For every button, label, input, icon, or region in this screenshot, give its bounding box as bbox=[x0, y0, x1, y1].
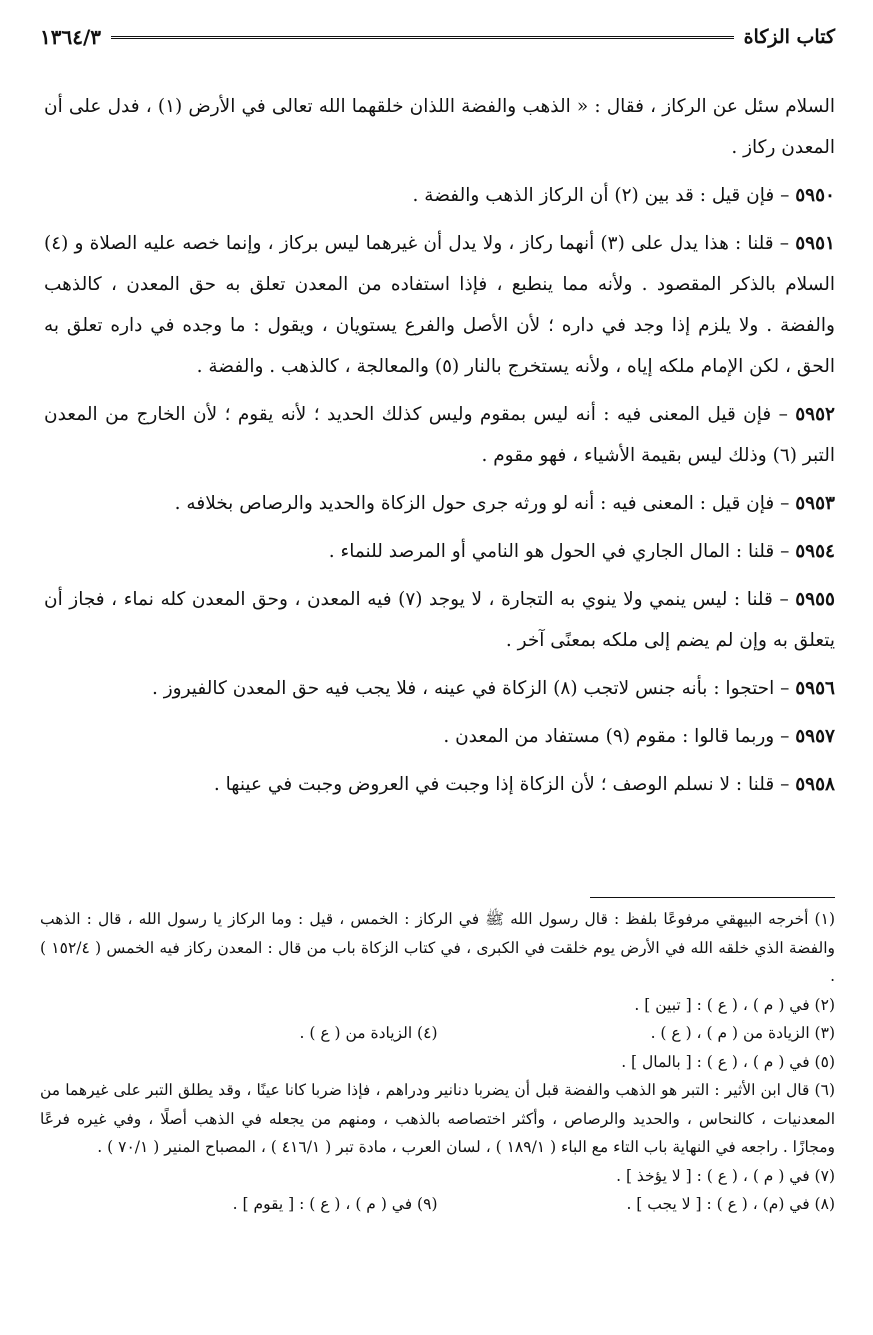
paragraph bbox=[44, 223, 835, 387]
footnotes bbox=[40, 905, 835, 1219]
paragraph bbox=[44, 668, 835, 709]
paragraph-text: – وربما قالوا : مقوم (٩) مستفاد من المعدن . bbox=[443, 726, 796, 747]
footnote-row bbox=[40, 1162, 835, 1191]
footnote-6: (٦) قال ابن الأثير : التبر هو الذهب والفضة قبل أن يضربا دنانير ودراهم ، فإذا ضربا كانا عينًا ، وقد يطلق التبر على غيرهما من المعدنيات ، كالنحاس ، والحديد والرصاص ، وأكثر اختصاصه بالذهب ، ومنهم من يجعله في الذهب أصلًا ، وفي غيره فرعًا ومجازًا . راجعه في النهاية باب التاء مع الباء ( ١٨٩/١ ) ، لسان العرب ، مادة تبر ( ٤١٦/١ ) ، المصباح المنير ( ٧٠/١ ) . bbox=[40, 1081, 835, 1156]
page-number: ١٣٦٤/٣ bbox=[40, 25, 102, 49]
paragraph bbox=[44, 716, 835, 757]
paragraph bbox=[44, 579, 835, 661]
paragraph bbox=[44, 86, 835, 168]
paragraph-text: – فإن قيل المعنى فيه : أنه ليس بمقوم وليس كذلك الحديد ؛ لأنه يقوم ؛ لأن الخارج من المعدن التبر (٦) وذلك ليس بقيمة الأشياء ، فهو مقوم . bbox=[44, 404, 835, 466]
footnote-row bbox=[40, 1190, 835, 1219]
footnote-8: (٨) في (م) ، ( ع ) : [ لا يجب ] . bbox=[626, 1195, 835, 1213]
paragraph-number: ٥٩٥٥ bbox=[795, 589, 835, 610]
main-text bbox=[44, 86, 835, 812]
header-rule bbox=[111, 36, 734, 39]
paragraph-text: – قلنا : ليس ينمي ولا ينوي به التجارة ، لا يوجد (٧) فيه المعدن ، وحق المعدن كله نماء ، فجاز أن يتعلق به وإن لم يضم إلى ملكه بمعنًى آخر . bbox=[44, 589, 835, 651]
paragraph-text: – قلنا : هذا يدل على (٣) أنهما ركاز ، ولا يدل أن غيرهما ليس بركاز ، وإنما خصه عليه الصلاة و (٤) السلام بالذكر المقصود . ولأنه مما ينطبع ، فإذا استفاده من المعدن تعلق به حق المعدن ، كالذهب والفضة . ولا يلزم إذا وجد في داره ؛ لأن الأصل والفرع يستويان ، ويقول : ما وجده في داره تعلق به الحق ، لكن الإمام ملكه إياه ، ولأنه يستخرج بالنار (٥) والمعالجة ، كالذهب . والفضة . bbox=[44, 233, 835, 377]
footnote-9: (٩) في ( م ) ، ( ع ) : [ يقوم ] . bbox=[232, 1195, 438, 1213]
paragraph bbox=[44, 531, 835, 572]
footnote-separator bbox=[590, 897, 835, 898]
paragraph bbox=[44, 394, 835, 476]
paragraph bbox=[44, 175, 835, 216]
paragraph bbox=[44, 764, 835, 805]
footnote-row bbox=[40, 1019, 835, 1048]
paragraph-number: ٥٩٥٦ bbox=[795, 678, 835, 699]
paragraph-number: ٥٩٥١ bbox=[795, 233, 835, 254]
paragraph-text: – فإن قيل : المعنى فيه : أنه لو ورثه جرى حول الزكاة والحديد والرصاص بخلافه . bbox=[174, 493, 796, 514]
paragraph-number: ٥٩٥٢ bbox=[795, 404, 835, 425]
paragraph-number: ٥٩٥٨ bbox=[795, 774, 835, 795]
paragraph-text: – قلنا : المال الجاري في الحول هو النامي أو المرصد للنماء . bbox=[328, 541, 796, 562]
footnote-7: (٧) في ( م ) ، ( ع ) : [ لا يؤخذ ] . bbox=[616, 1166, 835, 1185]
paragraph-number: ٥٩٥٣ bbox=[795, 493, 835, 514]
paragraph-text: السلام سئل عن الركاز ، فقال : « الذهب والفضة اللذان خلقهما الله تعالى في الأرض (١) ، فدل على أن المعدن ركاز . bbox=[44, 96, 836, 158]
footnote-5: (٥) في ( م ) ، ( ع ) : [ بالمال ] . bbox=[621, 1052, 835, 1071]
footnote-2: (٢) في ( م ) ، ( ع ) : [ تبين ] . bbox=[634, 995, 835, 1014]
footnote-1: (١) أخرجه البيهقي مرفوعًا بلفظ : قال رسول الله ﷺ في الركاز : الخمس ، قيل : وما الركاز يا رسول الله ، قال : الذهب والفضة الذي خلقه الله في الأرض يوم خلقت في الكبرى ، في كتاب الزكاة باب من قال : المعدن ركاز فيه الخمس ( ١٥٢/٤ ) . bbox=[40, 910, 835, 985]
paragraph-text: – قلنا : لا نسلم الوصف ؛ لأن الزكاة إذا وجبت في العروض وجبت في عينها . bbox=[213, 774, 796, 795]
paragraph-number: ٥٩٥٠ bbox=[795, 185, 835, 206]
paragraph-text: – فإن قيل : قد بين (٢) أن الركاز الذهب والفضة . bbox=[412, 185, 796, 206]
page-header bbox=[40, 22, 835, 52]
paragraph-number: ٥٩٥٧ bbox=[795, 726, 835, 747]
paragraph-number: ٥٩٥٤ bbox=[795, 541, 835, 562]
footnote-3: (٣) الزيادة من ( م ) ، ( ع ) . bbox=[650, 1024, 835, 1042]
book-title: كتاب الزكاة bbox=[743, 26, 835, 48]
paragraph bbox=[44, 483, 835, 524]
footnote-4: (٤) الزيادة من ( ع ) . bbox=[299, 1024, 438, 1042]
paragraph-text: – احتجوا : بأنه جنس لاتجب (٨) الزكاة في عينه ، فلا يجب فيه حق المعدن كالفيروز . bbox=[151, 678, 796, 699]
footnote-row bbox=[40, 991, 835, 1020]
